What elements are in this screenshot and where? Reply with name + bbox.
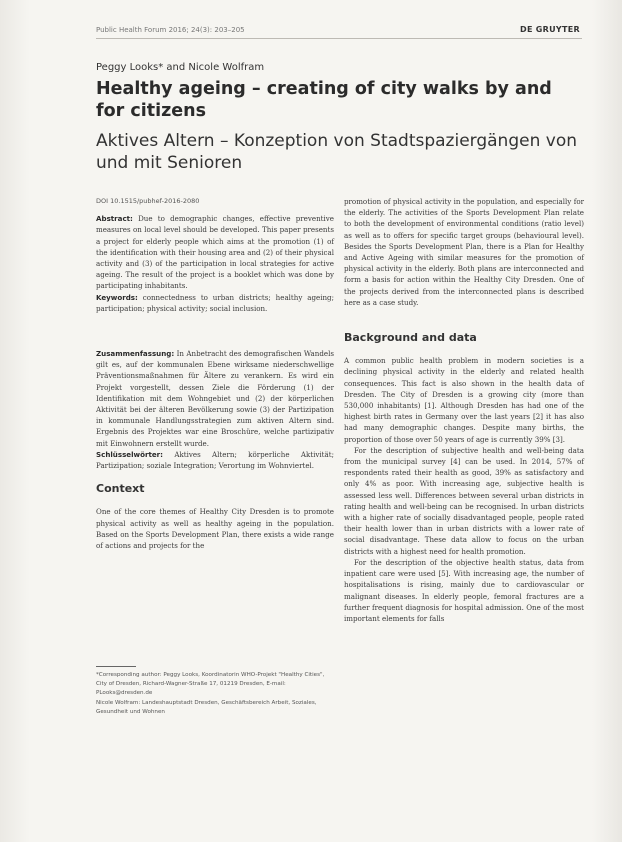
zusammenfassung-text: In Anbetracht des demografischen Wandels gilt es, auf der kommunalen Ebene wirksame niederschwellige Präventionsmaßnahmen für Ältere zu verankern. Es wird ein Projekt vorgestellt, dessen Ziele die Förderung (1) der Identifikation mit dem Wohngebiet und (2) der körperlichen Aktivität bei der älteren Bevölkerung sowie (3) der Partizipation in kommunale Handlungsstrategien zum aktiven Altern sind. Ergebnis des Projektes war eine Broschüre, welche partizipativ mit Einwohnern erstellt wurde.	[96, 349, 334, 448]
abstract-label: Abstract:	[96, 214, 133, 224]
keywords-text: connectedness to urban districts; healthy ageing; participation; physical activity; social inclusion.	[96, 292, 334, 313]
author-line: Peggy Looks* and Nicole Wolfram	[96, 62, 265, 73]
zusammenfassung-label: Zusammenfassung:	[96, 349, 175, 359]
intro-continuation: promotion of physical activity in the population, and especially for the elderly. The activities of the Sports Development Plan relate to both the development of environmental conditions (ratio level) as well as to offers for specific target groups (behavioural level). Besides the Sports Development Plan, there is a Plan for Healthy and Active Ageing with similar measures for the promotion of physical activity in the elderly. Both plans are interconnected and form a basis for action within the Healthy City Dresden. One of the projects derived from the interconnected plans is described here as a case study.	[344, 197, 584, 307]
background-paragraph-2: For the description of subjective health and well-being data from the municipal survey [4] can be used. In 2014, 57% of respondents rated their health as good, 39% as satisfactory and only 4% as poor. With increasing age, subjective health is assessed less well. Differences between several urban districts in rating health and well-being can be recognised. In urban districts with a higher rate of socially disadvantaged people, people rated their health lower than in urban districts with a lower rate of social disadvantage. These data allow to focus on the urban districts with a highest need for health promotion.	[344, 445, 584, 556]
publisher-logo: DE GRUYTER	[520, 25, 580, 34]
footnote	[96, 666, 334, 719]
context-heading: Context	[96, 482, 145, 496]
zusammenfassung	[96, 348, 334, 449]
abstract	[96, 213, 334, 291]
article-title: Healthy ageing – creating of city walks by and for citizens	[96, 79, 552, 121]
context-paragraph: One of the core themes of Healthy City Dresden is to promote physical activity as well as healthy ageing in the population. Based on the Sports Development Plan, there exists a wide range of actions and projects for the	[96, 507, 334, 551]
footnote-rule	[96, 666, 136, 667]
background-paragraph-1: A common public health problem in modern societies is a declining physical activity in the elderly and related health consequences. This fact is also shown in the health data of Dresden. The City of Dresden is a growing city (more than 530,000 inhabitants) [1]. Although Dresden has had one of the highest birth rates in Germany over the last years [2] it has also had many demographic changes. Despite many births, the proportion of those over 50 years of age is currently 39% [3].	[344, 356, 584, 444]
article-title-german: Aktives Altern – Konzeption von Stadtspaziergängen von und mit Senioren	[96, 131, 577, 173]
schluesselwoerter-label: Schlüsselwörter:	[96, 449, 163, 459]
journal-citation: Public Health Forum 2016; 24(3): 203–205	[96, 26, 245, 34]
left-column	[96, 196, 334, 551]
keywords	[96, 292, 334, 314]
schluesselwoerter-text: Aktives Altern; körperliche Aktivität; Partizipation; soziale Integration; Verortung im Wohnviertel.	[96, 449, 334, 471]
background-heading: Background and data	[344, 331, 477, 345]
running-header	[96, 24, 582, 39]
abstract-text: Due to demographic changes, effective preventive measures on local level should be developed. This paper presents a project for elderly people which aims at the promotion (1) of the identification with their housing area and (2) of their physical activity and (3) of the participation in local strategies for active ageing. The result of the project is a booklet which was done by participating inhabitants.	[96, 214, 334, 291]
second-author-note: Nicole Wolfram: Landeshauptstadt Dresden, Geschäftsbereich Arbeit, Soziales, Gesundheit und Wohnen	[96, 700, 317, 716]
background-paragraph-3: For the description of the objective health status, data from inpatient care were used [5]. With increasing age, the number of hospitalisations is rising, mainly due to cardiovascular or malignant diseases. In elderly people, femoral fractures are a further frequent diagnosis for hospital admission. One of the most important elements for falls	[344, 557, 584, 623]
keywords-label: Keywords:	[96, 292, 138, 302]
right-column	[344, 196, 584, 624]
schluesselwoerter	[96, 449, 334, 471]
corresponding-author-note: *Corresponding author: Peggy Looks, Koordinatorin WHO-Projekt "Healthy Cities", City of Dresden, Richard-Wagner-Straße 17, 01219 Dresden, E-mail: PLooks@dresden.de	[96, 672, 325, 696]
doi: DOI 10.1515/pubhef-2016-2080	[96, 197, 200, 205]
